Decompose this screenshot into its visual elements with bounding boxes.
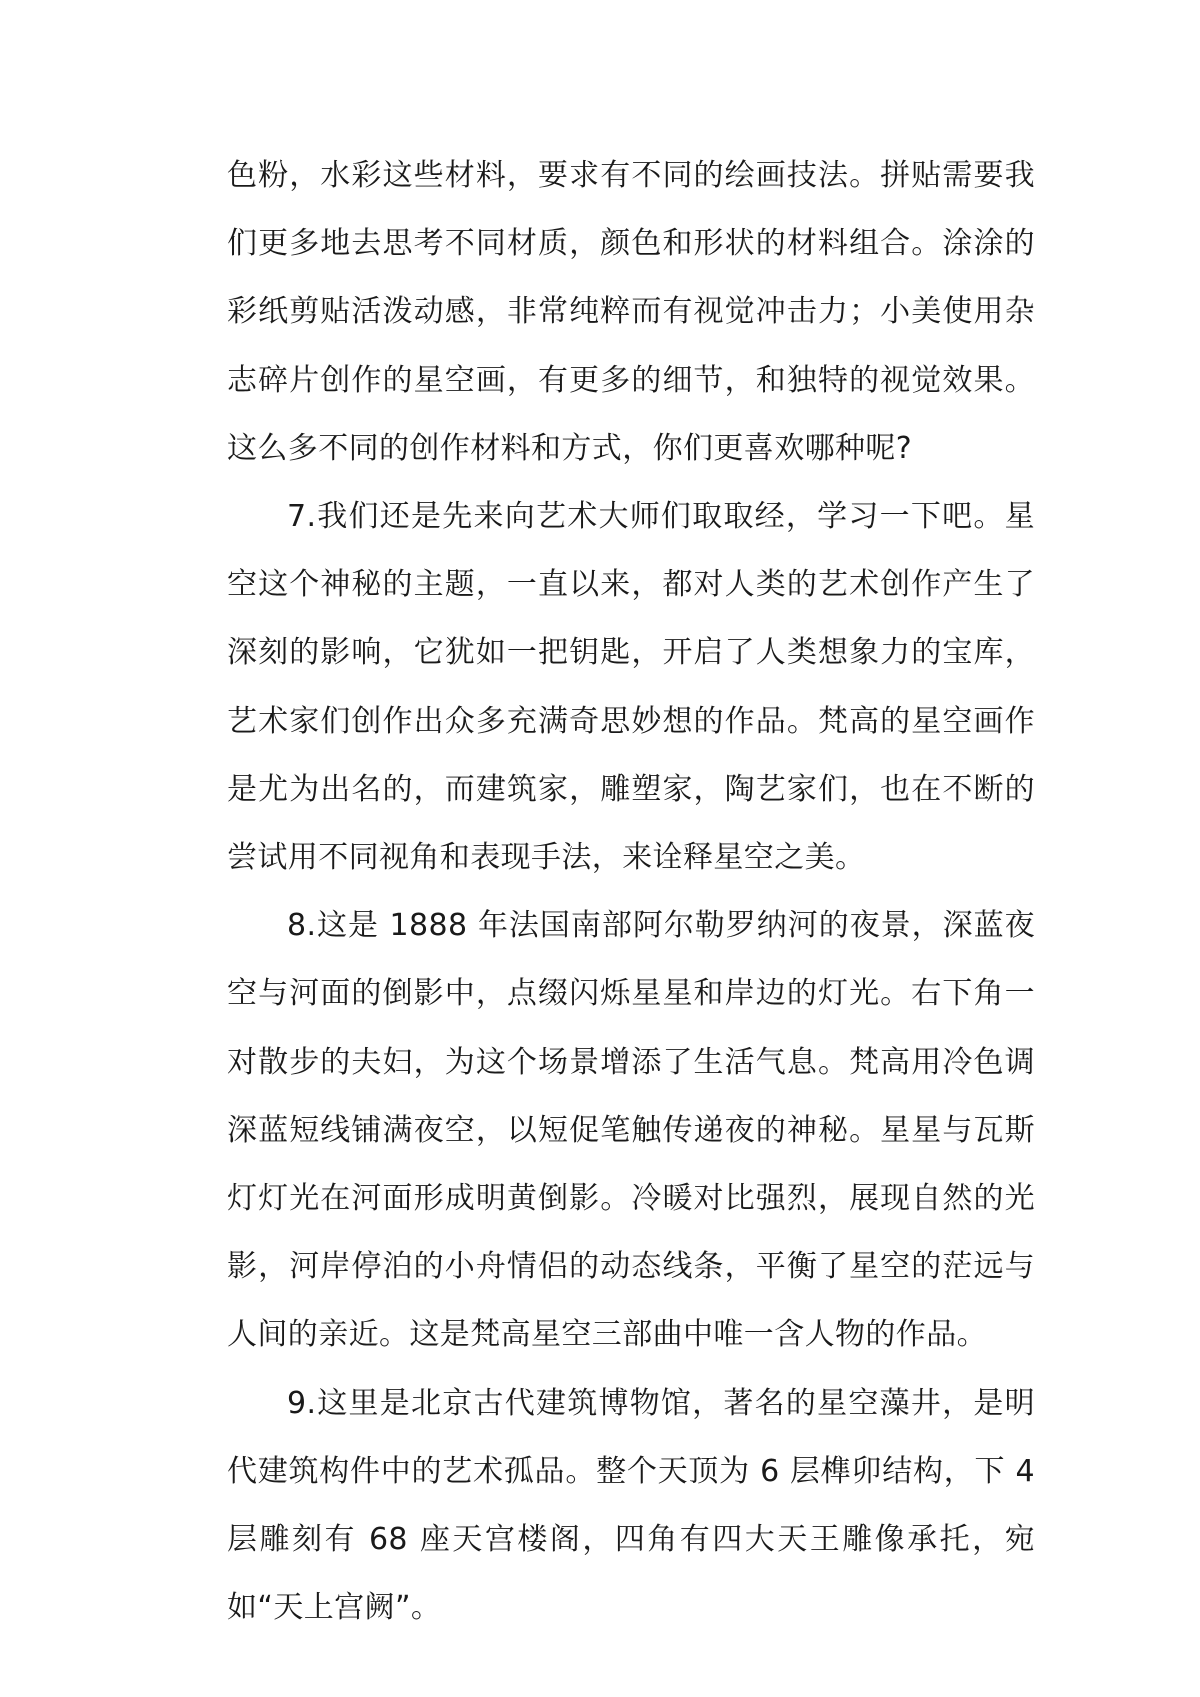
document-body [227,142,1035,1642]
paragraph-9: 9.这里是北京古代建筑博物馆，著名的星空藻井，是明代建筑构件中的艺术孤品。整个天顶为 6 层榫卯结构，下 4 层雕刻有 68 座天宫楼阁，四角有四大天王雕像承托，宛如“天上宫阙”。 [227,1385,1035,1626]
paragraph-materials: 色粉，水彩这些材料，要求有不同的绘画技法。拼贴需要我们更多地去思考不同材质，颜色和形状的材料组合。涂涂的彩纸剪贴活泼动感，非常纯粹而有视觉冲击力；小美使用杂志碎片创作的星空画，有更多的细节，和独特的视觉效果。这么多不同的创作材料和方式，你们更喜欢哪种呢? [227,158,1035,466]
paragraph-8: 8.这是 1888 年法国南部阿尔勒罗纳河的夜景，深蓝夜空与河面的倒影中，点缀闪烁星星和岸边的灯光。右下角一对散步的夫妇，为这个场景增添了生活气息。梵高用冷色调深蓝短线铺满夜空，以短促笔触传递夜的神秘。星星与瓦斯灯灯光在河面形成明黄倒影。冷暖对比强烈，展现自然的光影，河岸停泊的小舟情侣的动态线条，平衡了星空的茫远与人间的亲近。这是梵高星空三部曲中唯一含人物的作品。 [227,908,1035,1353]
paragraph-7: 7.我们还是先来向艺术大师们取取经，学习一下吧。星空这个神秘的主题，一直以来，都对人类的艺术创作产生了深刻的影响，它犹如一把钥匙，开启了人类想象力的宝库，艺术家们创作出众多充满奇思妙想的作品。梵高的星空画作是尤为出名的，而建筑家，雕塑家，陶艺家们，也在不断的尝试用不同视角和表现手法，来诠释星空之美。 [227,499,1035,876]
